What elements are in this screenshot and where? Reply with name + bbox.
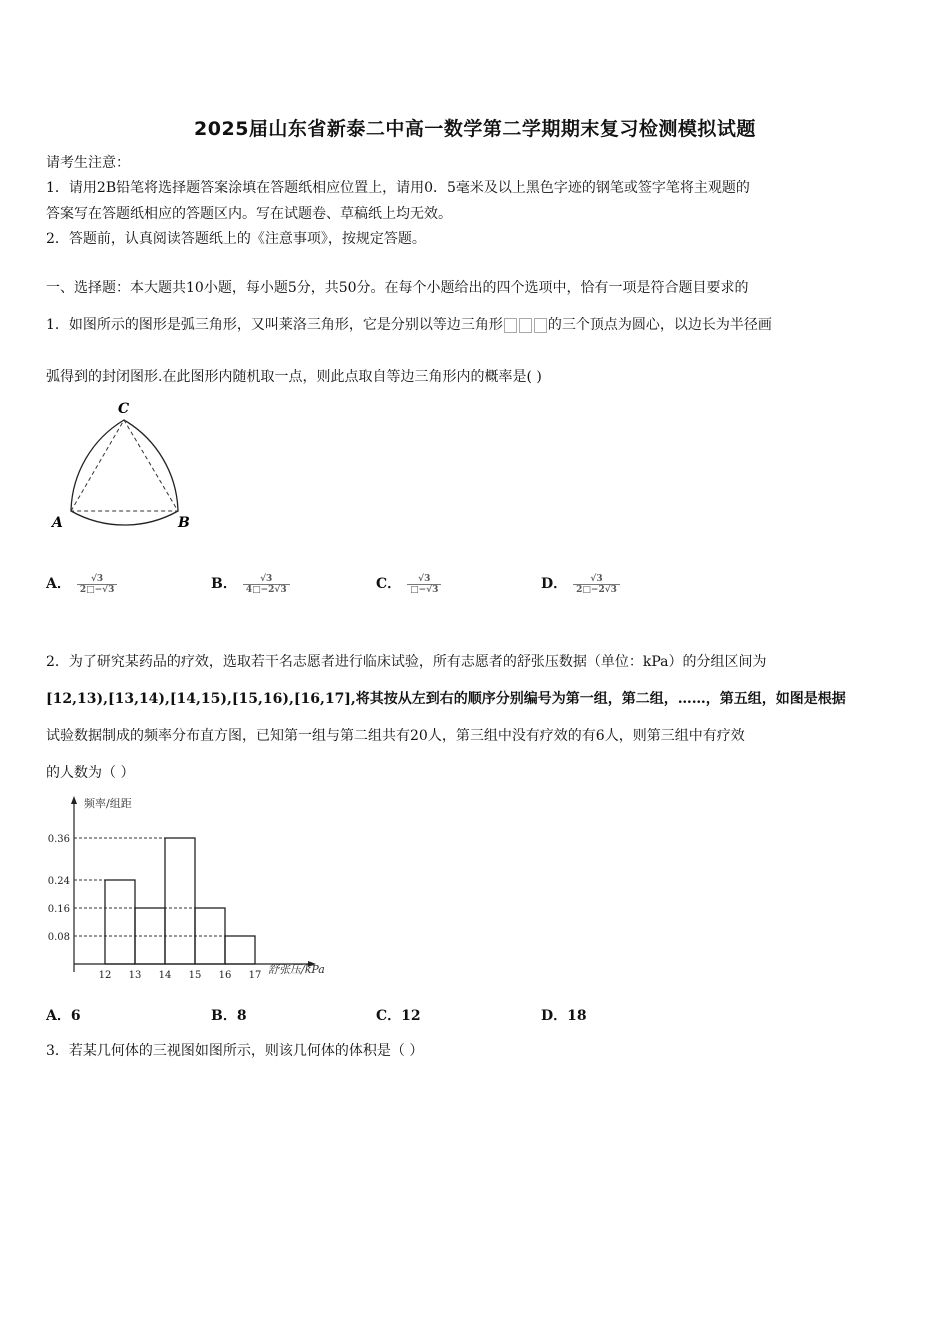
option-letter: D． [541, 576, 568, 592]
fraction-numerator: √3 [77, 574, 117, 585]
notice-line-2: 2．答题前，认真阅读答题纸上的《注意事项》，按规定答题。 [46, 231, 426, 247]
q2-line-4: 的人数为（ ） [46, 765, 135, 781]
vertex-label-b: B [178, 515, 190, 531]
x-tick-label: 14 [158, 970, 172, 981]
y-tick-label: 0.24 [47, 876, 70, 887]
x-tick-label: 17 [248, 970, 262, 981]
reuleaux-arc-outline [71, 420, 178, 525]
histogram-bar [105, 880, 135, 964]
notice-line-1a: 1．请用2B铅笔将选择题答案涂填在答题纸相应位置上，请用0．5毫米及以上黑色字迹的钢笔或签字笔将主观题的 [46, 180, 750, 196]
y-tick-label: 0.16 [47, 904, 70, 915]
placeholder-icon [534, 318, 547, 333]
q2-option-d[interactable]: D．18 [541, 1008, 587, 1024]
y-axis-label: 频率/组距 [84, 797, 132, 810]
q1-option-d[interactable] [541, 573, 620, 595]
option-letter: C． [376, 576, 402, 592]
y-tick-label: 0.08 [47, 932, 70, 943]
reuleaux-triangle-figure [48, 398, 198, 533]
fraction-numerator: √3 [243, 574, 290, 585]
fraction [573, 574, 620, 595]
fraction-denominator: □−√3 [410, 584, 439, 595]
fraction [77, 574, 117, 595]
q2-option-c[interactable]: C．12 [376, 1008, 421, 1024]
fraction-numerator: √3 [573, 574, 620, 585]
option-letter: B． [211, 576, 237, 592]
placeholder-icon [504, 318, 517, 333]
q2-option-b[interactable]: B．8 [211, 1008, 247, 1024]
q1-line-2: 弧得到的封闭图形.在此图形内随机取一点，则此点取自等边三角形内的概率是( ) [46, 369, 542, 385]
q1-option-b[interactable] [211, 573, 290, 595]
q1-line-1 [46, 314, 772, 334]
q2-option-a[interactable]: A．6 [46, 1008, 81, 1024]
y-axis-arrow-icon [71, 796, 77, 804]
notice-line-1b: 答案写在答题纸相应的答题区内。写在试题卷、草稿纸上均无效。 [46, 206, 452, 222]
vertex-label-c: C [118, 401, 130, 417]
x-axis-label: 舒张压/kPa [268, 963, 325, 976]
q1-line-1b: 的三个顶点为圆心，以边长为半径画 [547, 317, 772, 333]
placeholder-icon [519, 318, 532, 333]
fraction [243, 574, 290, 595]
x-tick-label: 13 [128, 970, 142, 981]
fraction [407, 574, 441, 595]
histogram-bar [165, 838, 195, 964]
frequency-histogram [40, 792, 350, 982]
fraction-numerator: √3 [407, 574, 441, 585]
notice-heading: 请考生注意： [46, 155, 130, 171]
q1-line-1a: 1．如图所示的图形是弧三角形，又叫莱洛三角形，它是分别以等边三角形 [46, 317, 503, 333]
page-title: 2025届山东省新泰二中高一数学第二学期期末复习检测模拟试题 [194, 118, 756, 140]
option-letter: A． [46, 576, 71, 592]
fraction-denominator: 2□−2√3 [576, 584, 617, 595]
q2-line-1: 2．为了研究某药品的疗效，选取若干名志愿者进行临床试验，所有志愿者的舒张压数据（单位：kPa）的分组区间为 [46, 654, 767, 670]
fraction-denominator: 2□−√3 [79, 584, 115, 595]
equilateral-triangle-dashed [71, 420, 178, 511]
y-tick-label: 0.36 [47, 834, 70, 845]
x-tick-label: 16 [218, 970, 232, 981]
q2-line-2: [12,13),[13,14),[14,15),[15,16),[16,17],将其按从左到右的顺序分别编号为第一组，第二组，……，第五组，如图是根据 [46, 691, 846, 707]
q2-line-3: 试验数据制成的频率分布直方图，已知第一组与第二组共有20人，第三组中没有疗效的有6人，则第三组中有疗效 [46, 728, 745, 744]
q1-option-c[interactable] [376, 573, 441, 595]
section-1-heading: 一、选择题：本大题共10小题，每小题5分，共50分。在每个小题给出的四个选项中，恰有一项是符合题目要求的 [46, 280, 749, 296]
q1-option-a[interactable] [46, 573, 117, 595]
histogram-bar [225, 936, 255, 964]
x-tick-label: 12 [98, 970, 112, 981]
vertex-label-a: A [52, 515, 63, 531]
x-tick-label: 15 [188, 970, 202, 981]
q3-line-1: 3．若某几何体的三视图如图所示，则该几何体的体积是（ ） [46, 1043, 424, 1059]
fraction-denominator: 4□−2√3 [245, 584, 287, 595]
